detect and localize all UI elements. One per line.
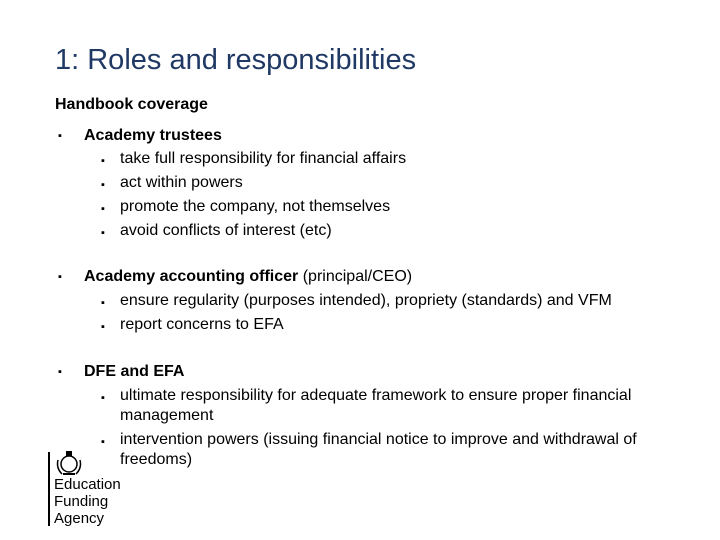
list-item xyxy=(84,315,698,335)
list-item xyxy=(84,149,698,169)
logo-text-line2: Funding xyxy=(54,493,109,510)
bullet-square-icon: ▪ xyxy=(101,436,105,448)
bullet-square-icon: ▪ xyxy=(101,155,105,167)
bullet-square-icon: ▪ xyxy=(58,366,62,378)
efa-logo xyxy=(47,448,137,528)
slide-subtitle: Handbook coverage xyxy=(55,96,208,113)
section-heading: Academy trustees xyxy=(84,127,222,144)
list-item-text: act within powers xyxy=(120,174,243,191)
list-item-text: ultimate responsibility for adequate framework to ensure proper financial management xyxy=(120,387,632,424)
logo-text-line3: Agency xyxy=(54,510,105,527)
list-item xyxy=(84,386,680,426)
bullet-square-icon: ▪ xyxy=(58,130,62,142)
logo-bar xyxy=(48,452,50,526)
royal-coat-of-arms-icon xyxy=(54,448,84,478)
bullet-square-icon: ▪ xyxy=(101,392,105,404)
bullet-square-icon: ▪ xyxy=(101,321,105,333)
bullet-square-icon: ▪ xyxy=(58,271,62,283)
list-item-text: intervention powers (issuing financial notice to improve and withdrawal of freedoms) xyxy=(120,431,637,468)
list-item xyxy=(84,197,698,217)
logo-text-line1: Education xyxy=(54,476,121,493)
list-item-text: report concerns to EFA xyxy=(120,316,284,333)
bullet-square-icon: ▪ xyxy=(101,203,105,215)
section-heading-extra: (principal/CEO) xyxy=(298,268,413,285)
bullet-square-icon: ▪ xyxy=(101,227,105,239)
section-heading: Academy accounting officer xyxy=(84,268,299,285)
section-heading: DFE and EFA xyxy=(84,363,185,380)
page-title: 1: Roles and responsibilities xyxy=(55,44,417,76)
bullet-square-icon: ▪ xyxy=(101,297,105,309)
list-item-text: promote the company, not themselves xyxy=(120,198,391,215)
list-item xyxy=(84,173,698,193)
list-item-text: avoid conflicts of interest (etc) xyxy=(120,222,332,239)
bullet-square-icon: ▪ xyxy=(101,179,105,191)
section-dfe-efa xyxy=(58,362,698,381)
section-accounting-officer xyxy=(58,267,698,286)
list-item-text: ensure regularity (purposes intended), propriety (standards) and VFM xyxy=(120,292,612,309)
list-item xyxy=(84,291,698,311)
bullet-list xyxy=(58,126,698,470)
list-item-text: take full responsibility for financial affairs xyxy=(120,150,407,167)
list-item xyxy=(84,221,698,241)
section-academy-trustees xyxy=(58,126,698,145)
list-item xyxy=(84,430,688,470)
